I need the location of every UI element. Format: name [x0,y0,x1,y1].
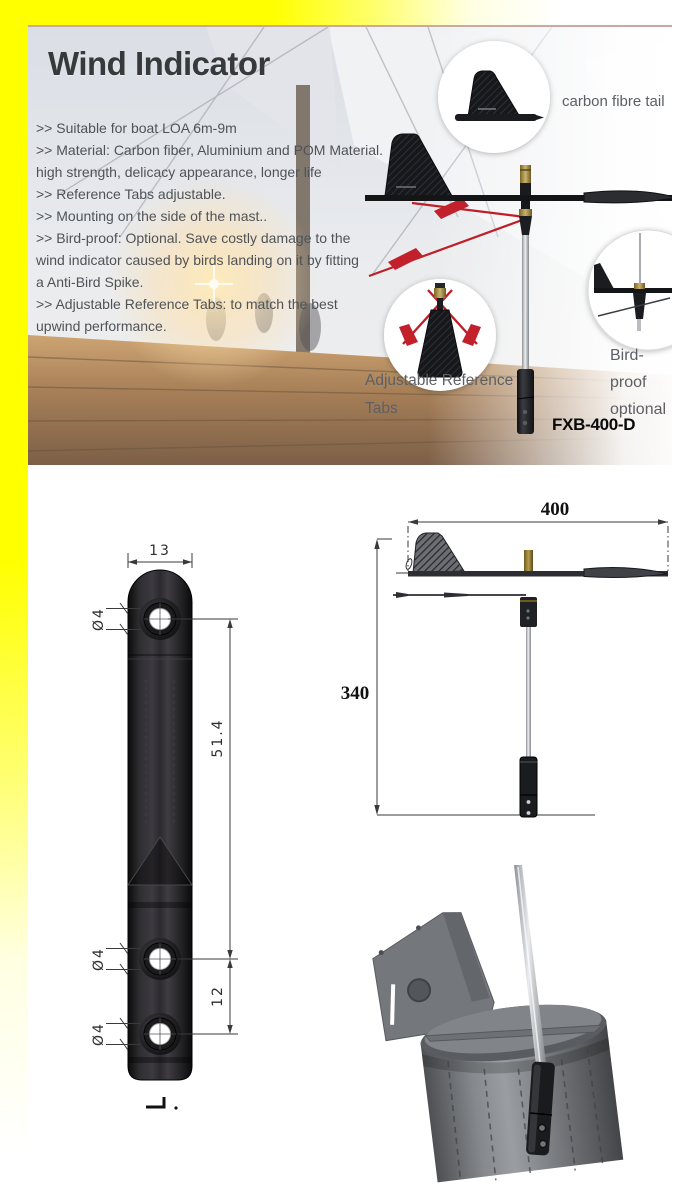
masthead-render [368,865,624,1184]
feature-line: upwind performance. [36,318,167,334]
dim-text-dia4-bottom: Ø4 [91,1022,107,1046]
feature-line: >> Mounting on the side of the mast.. [36,208,268,224]
dim-text-340: 340 [340,683,370,704]
sideview-pole [526,627,531,757]
dim-text-13: 13 [149,543,171,559]
dim-text-51-4: 51.4 [210,718,226,758]
dim-text-dia4-top: Ø4 [91,607,107,631]
page-title: Wind Indicator [48,45,270,82]
bracket-drawing [91,543,238,1110]
sideview-tail-fin [413,533,464,573]
technical-drawings-section [28,465,672,1184]
callout-label-tabs-line1: Adjustable Reference [365,372,514,389]
callout-label-birdproof-line1: Bird-proof [610,347,647,391]
sideview-vane [393,533,668,817]
feature-line: high strength, delicacy appearance, longer life [36,164,322,180]
callout-label-tabs [365,367,513,423]
feature-line: >> Suitable for boat LOA 6m-9m [36,120,237,136]
callout-label-tail: carbon fibre tail [562,93,665,110]
dim-text-12: 12 [210,985,226,1007]
vane-pole [522,235,529,369]
feature-list [36,117,383,337]
dim-text-400: 400 [540,499,570,520]
callout-label-birdproof [610,342,672,423]
sideview-drawing [341,499,668,817]
bracket-hole-bottom [139,1013,181,1055]
product-model-code: FXB-400-D [552,415,636,434]
feature-line: >> Adjustable Reference Tabs: to match the best [36,296,338,312]
dim-340 [341,539,595,815]
dim-text-dia4-mid: Ø4 [91,947,107,971]
hero-section [28,25,672,465]
pole-brass-ring [519,209,532,216]
pole-brass-cap [520,165,531,183]
content-panel [28,25,672,1182]
feature-line: >> Bird-proof: Optional. Save costly damage to the [36,230,351,246]
technical-drawing [28,465,672,1184]
sideview-brass-cap [524,550,533,571]
callout-label-tabs-line2: Tabs [365,400,398,417]
corner-mark [146,1097,178,1110]
feature-line: wind indicator caused by birds landing on it by fitting [36,252,359,268]
dim-width-13 [128,543,192,568]
bracket-body [128,570,192,1080]
feature-line: >> Material: Carbon fiber, Aluminium and POM Material. [36,142,384,158]
callout-circle-tail [438,41,550,153]
feature-line: >> Reference Tabs adjustable. [36,186,226,202]
mast-cylinder-group [368,895,624,1184]
callout-label-birdproof-line2: optional [610,401,667,418]
bracket-hole-mid [139,938,181,980]
sideview-sleeve [520,757,537,817]
feature-line: a Anti-Bird Spike. [36,274,144,290]
